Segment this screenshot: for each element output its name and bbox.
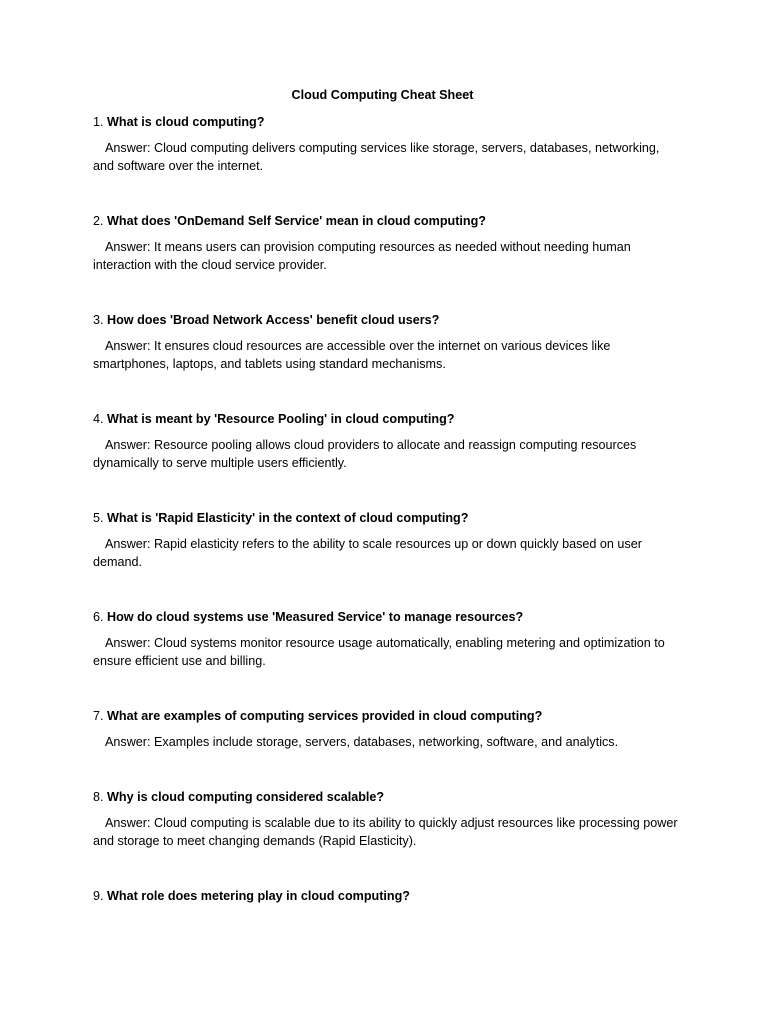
question-text: What is 'Rapid Elasticity' in the context of cloud computing? bbox=[107, 511, 469, 525]
question-text: How does 'Broad Network Access' benefit cloud users? bbox=[107, 313, 440, 327]
question-number: 9. bbox=[93, 889, 104, 903]
qa-item-9 bbox=[93, 887, 678, 905]
answer-8: Answer: Cloud computing is scalable due to its ability to quickly adjust resources like processing power and storage to meet changing demands (Rapid Elasticity). bbox=[93, 816, 678, 848]
question-text: What role does metering play in cloud computing? bbox=[107, 889, 410, 903]
answer-5: Answer: Rapid elasticity refers to the ability to scale resources up or down quickly based on user demand. bbox=[93, 537, 642, 569]
spacer bbox=[93, 571, 678, 608]
answer-2: Answer: It means users can provision computing resources as needed without needing human interaction with the cloud service provider. bbox=[93, 240, 631, 272]
spacer bbox=[93, 850, 678, 887]
answer-3: Answer: It ensures cloud resources are accessible over the internet on various devices like smartphones, laptops, and tablets using standard mechanisms. bbox=[93, 339, 611, 371]
question-text: Why is cloud computing considered scalable? bbox=[107, 790, 385, 804]
qa-item-2 bbox=[93, 212, 678, 274]
question-4 bbox=[93, 410, 678, 428]
spacer bbox=[93, 751, 678, 788]
question-5 bbox=[93, 509, 678, 527]
question-number: 3. bbox=[93, 313, 104, 327]
question-number: 7. bbox=[93, 709, 104, 723]
question-number: 5. bbox=[93, 511, 104, 525]
question-number: 1. bbox=[93, 115, 104, 129]
question-number: 6. bbox=[93, 610, 104, 624]
answer-1: Answer: Cloud computing delivers computing services like storage, servers, databases, networking, and software over the internet. bbox=[93, 141, 660, 173]
answer-6: Answer: Cloud systems monitor resource usage automatically, enabling metering and optimization to ensure efficient use and billing. bbox=[93, 636, 665, 668]
question-2 bbox=[93, 212, 678, 230]
qa-item-3 bbox=[93, 311, 678, 373]
answer-4: Answer: Resource pooling allows cloud providers to allocate and reassign computing resources dynamically to serve multiple users efficiently. bbox=[93, 438, 637, 470]
question-7 bbox=[93, 707, 678, 725]
question-1 bbox=[93, 113, 678, 131]
document-title: Cloud Computing Cheat Sheet bbox=[291, 88, 474, 102]
question-number: 8. bbox=[93, 790, 104, 804]
question-text: What does 'OnDemand Self Service' mean in cloud computing? bbox=[107, 214, 486, 228]
question-number: 4. bbox=[93, 412, 104, 426]
qa-item-6 bbox=[93, 608, 678, 670]
question-9 bbox=[93, 887, 678, 905]
spacer bbox=[93, 373, 678, 410]
qa-item-1 bbox=[93, 113, 678, 175]
spacer bbox=[93, 274, 678, 311]
question-3 bbox=[93, 311, 678, 329]
qa-item-8 bbox=[93, 788, 678, 850]
question-text: What is cloud computing? bbox=[107, 115, 265, 129]
spacer bbox=[93, 472, 678, 509]
spacer bbox=[93, 670, 678, 707]
question-8 bbox=[93, 788, 678, 806]
spacer bbox=[93, 175, 678, 212]
qa-item-4 bbox=[93, 410, 678, 472]
question-number: 2. bbox=[93, 214, 104, 228]
question-text: What are examples of computing services provided in cloud computing? bbox=[107, 709, 543, 723]
question-6 bbox=[93, 608, 678, 626]
answer-7: Answer: Examples include storage, servers, databases, networking, software, and analytics. bbox=[105, 735, 619, 749]
question-text: How do cloud systems use 'Measured Service' to manage resources? bbox=[107, 610, 524, 624]
qa-item-7 bbox=[93, 707, 678, 751]
question-text: What is meant by 'Resource Pooling' in cloud computing? bbox=[107, 412, 455, 426]
qa-item-5 bbox=[93, 509, 678, 571]
